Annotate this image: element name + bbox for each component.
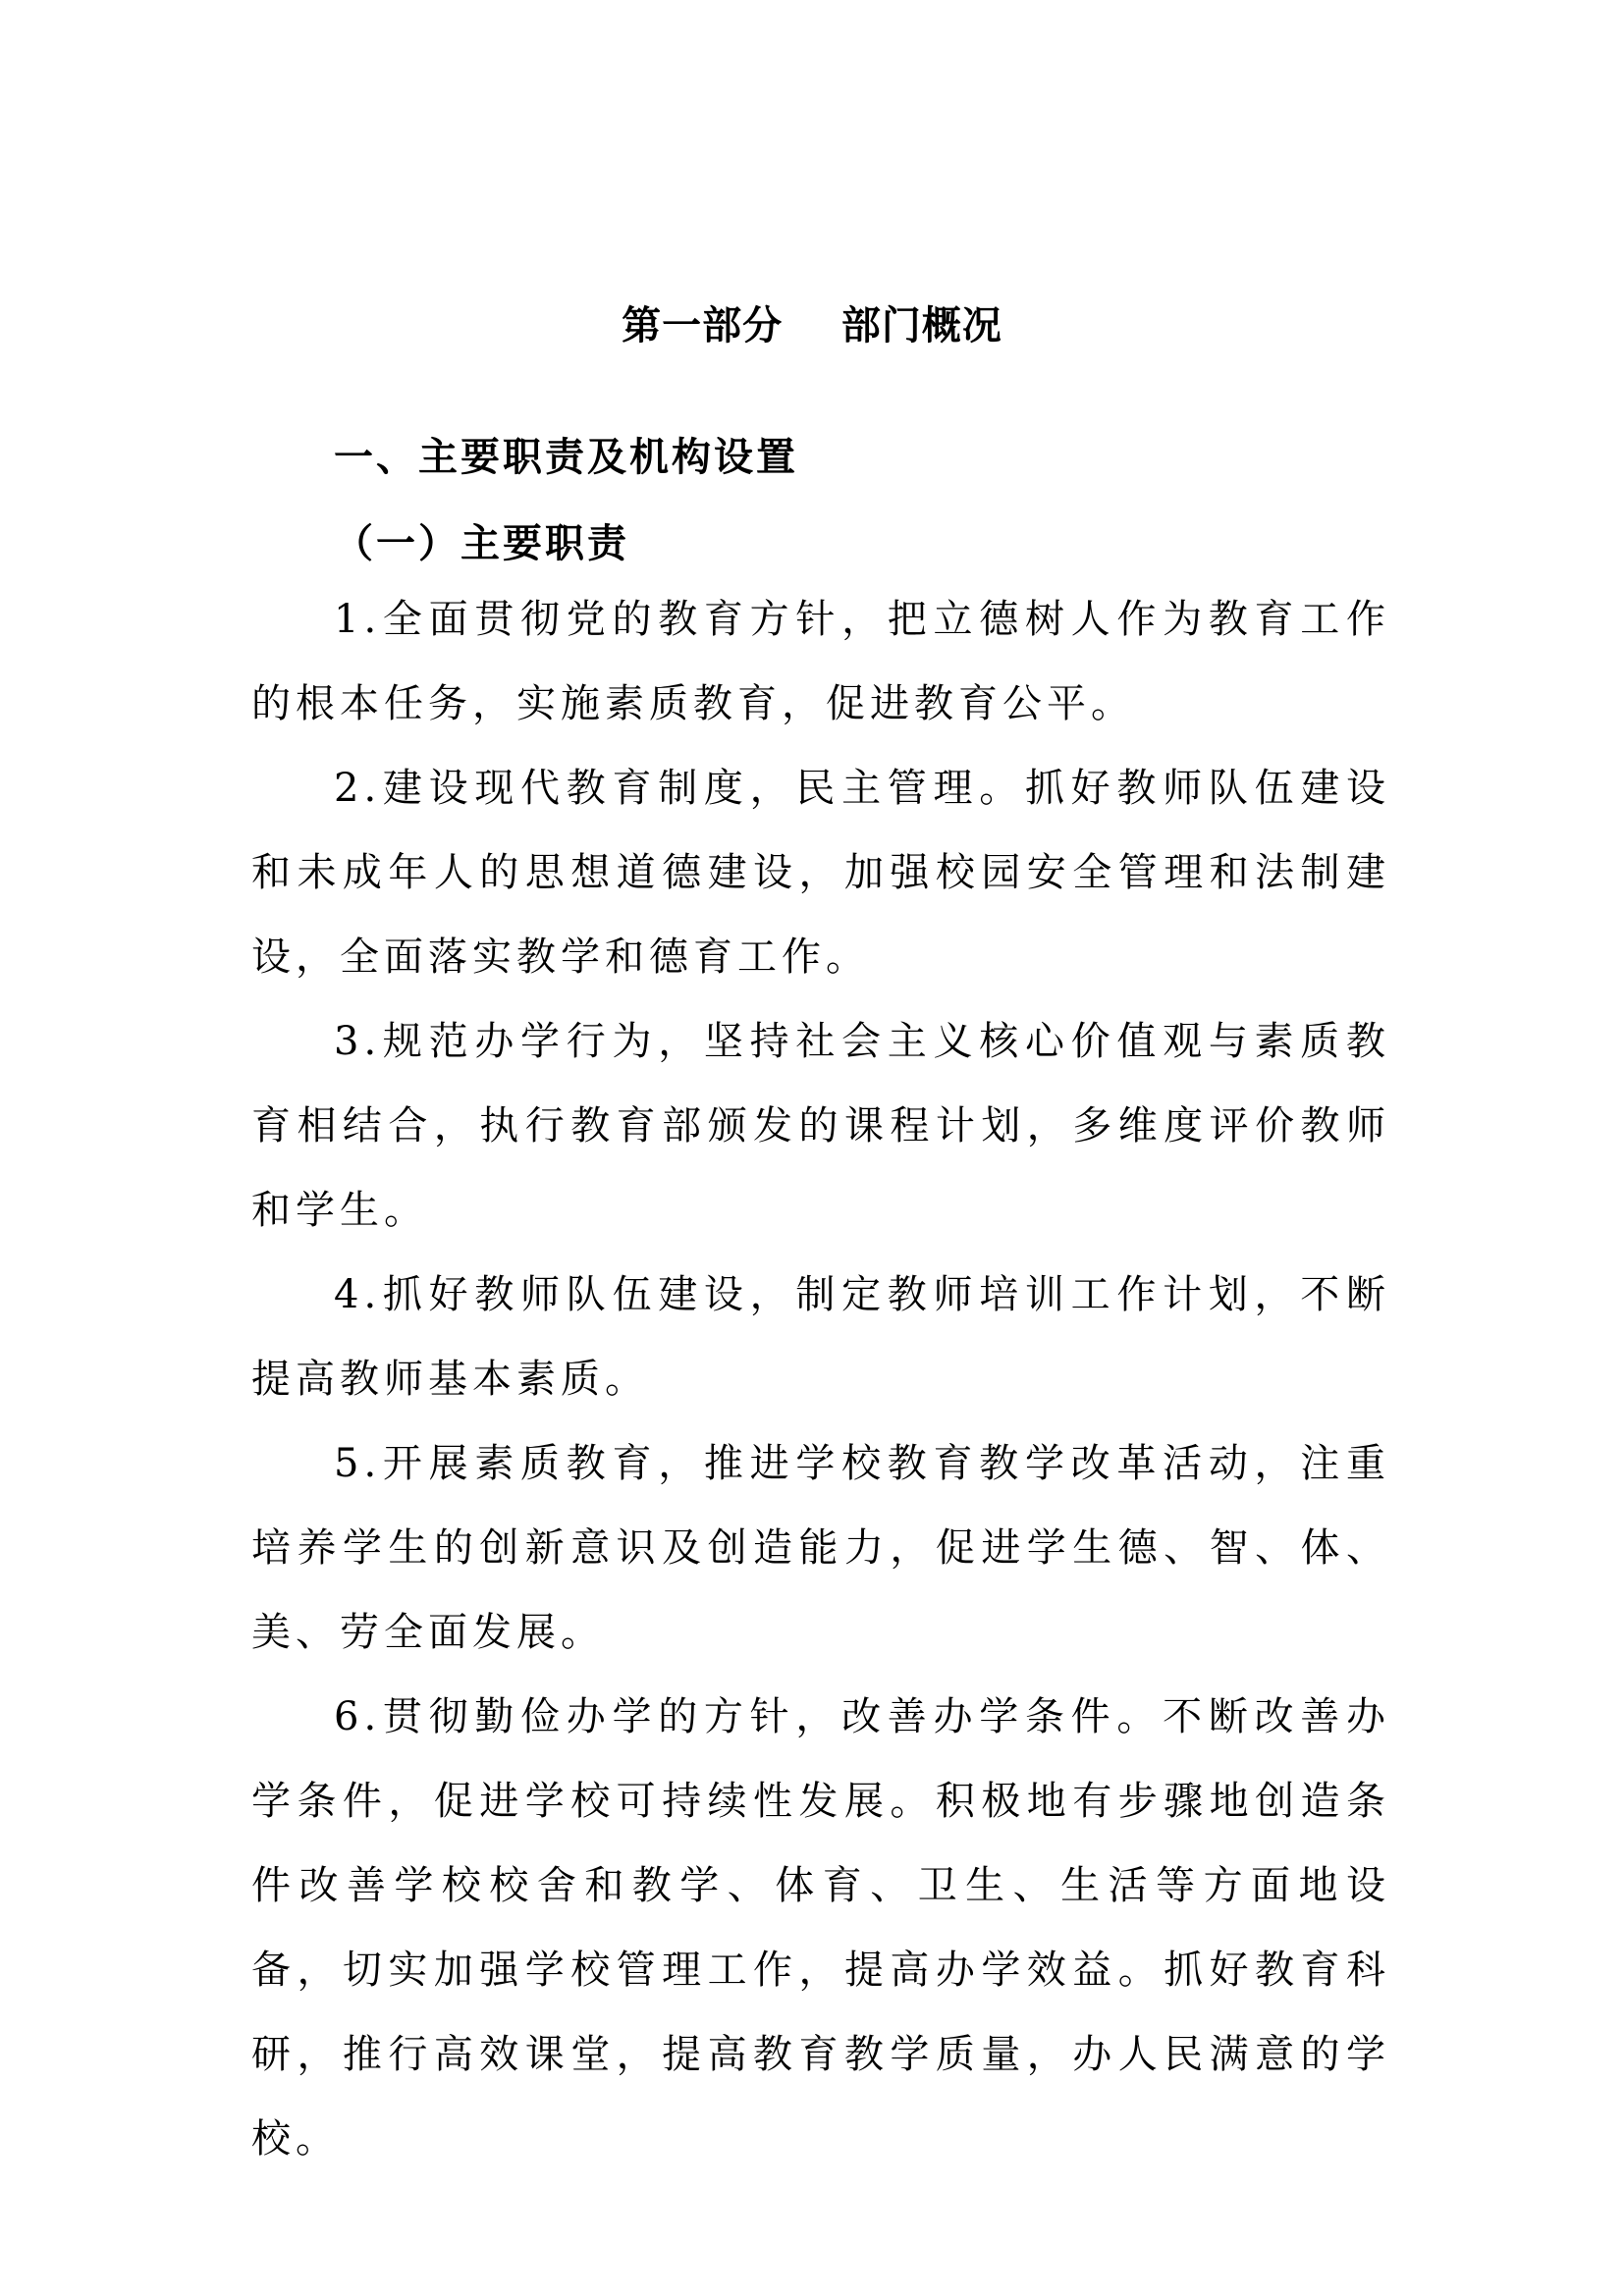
duty-paragraph-5: 5.开展素质教育，推进学校教育教学改革活动，注重培养学生的创新意识及创造能力，促进学生德、智、体、美、劳全面发展。 bbox=[251, 1441, 1390, 1655]
subsection-heading: （一）主要职责 bbox=[334, 521, 629, 566]
duty-paragraph-4: 4.抓好教师队伍建设，制定教师培训工作计划，不断提高教师基本素质。 bbox=[251, 1272, 1390, 1402]
section-heading: 一、主要职责及机构设置 bbox=[334, 435, 798, 480]
part-title: 第一部分 部门概况 bbox=[622, 303, 1002, 348]
duty-paragraph-3: 3.规范办学行为，坚持社会主义核心价值观与素质教育相结合，执行教育部颁发的课程计划，多维度评价教师和学生。 bbox=[251, 1019, 1390, 1233]
duty-paragraph-1: 1.全面贯彻党的教育方针，把立德树人作为教育工作的根本任务，实施素质教育，促进教育公平。 bbox=[251, 597, 1390, 726]
duty-paragraph-2: 2.建设现代教育制度，民主管理。抓好教师队伍建设和未成年人的思想道德建设，加强校园安全管理和法制建设，全面落实教学和德育工作。 bbox=[251, 766, 1390, 980]
duty-paragraph-6: 6.贯彻勤俭办学的方针，改善办学条件。不断改善办学条件，促进学校可持续性发展。积极地有步骤地创造条件改善学校校舍和教学、体育、卫生、生活等方面地设备，切实加强学校管理工作，提高办学效益。抓好教育科研，推行高效课堂，提高教育教学质量，办人民满意的学校。 bbox=[251, 1694, 1390, 2162]
